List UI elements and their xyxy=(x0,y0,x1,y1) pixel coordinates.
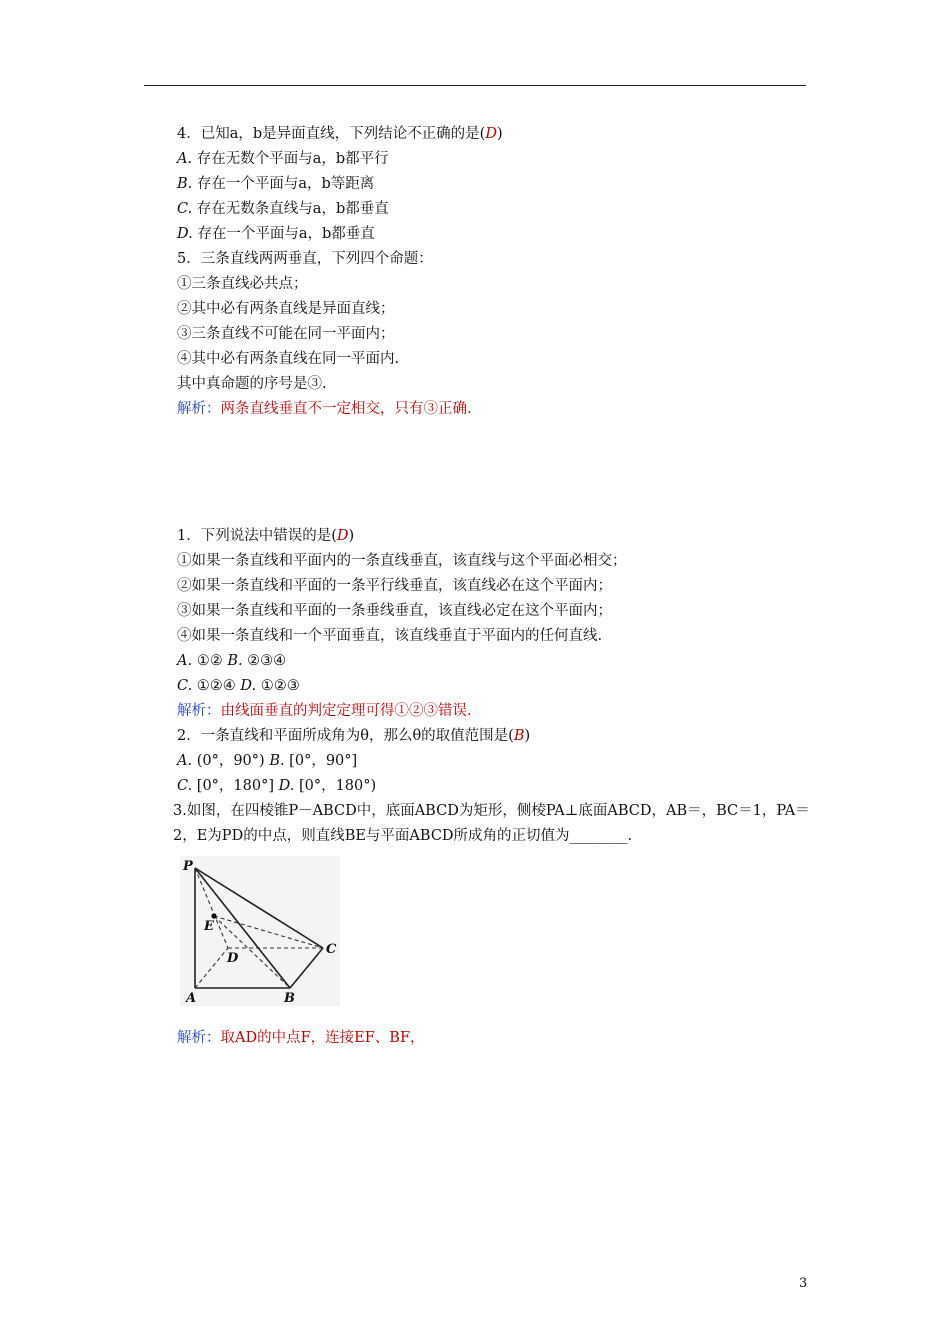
label-b: B xyxy=(284,991,295,1006)
p1-options-ab: A. ①② B. ②③④ xyxy=(177,653,287,669)
q4-option-c: C. 存在无数条直线与a，b都垂直 xyxy=(177,201,389,217)
p1-stem: 1．下列说法中错误的是(D) xyxy=(177,528,355,544)
label-d: D xyxy=(227,951,239,966)
label-c: C xyxy=(326,942,337,957)
p2-stem: 2．一条直线和平面所成角为θ，那么θ的取值范围是(B) xyxy=(177,728,531,744)
label-a: A xyxy=(186,991,197,1006)
label-p: P xyxy=(183,859,193,874)
p1-item-2: ②如果一条直线和平面的一条平行线垂直，该直线必在这个平面内； xyxy=(177,578,612,594)
label-e: E xyxy=(204,919,214,934)
header-rule xyxy=(144,85,806,86)
p1-options-cd: C. ①②④ D. ①②③ xyxy=(177,678,300,694)
p3-stem: 3.如图，在四棱锥P－ABCD中，底面ABCD为矩形，侧棱PA⊥底面ABCD，AB＝，BC＝1，PA＝2，E为PD的中点，则直线BE与平面ABCD所成角的正切值为________. xyxy=(173,803,810,844)
jiexi-label: 解析： xyxy=(177,1030,221,1046)
p1-item-1: ①如果一条直线和平面内的一条直线垂直，该直线与这个平面必相交； xyxy=(177,553,627,569)
q5-jiexi: 解析：两条直线垂直不一定相交，只有③正确. xyxy=(177,401,472,417)
p3-jiexi: 解析：取AD的中点F，连接EF、BF， xyxy=(177,1030,425,1046)
p1-answer: D xyxy=(336,528,349,544)
jiexi-label: 解析： xyxy=(177,703,221,719)
q4-option-a: A. 存在无数个平面与a，b都平行 xyxy=(177,151,389,167)
jiexi-label: 解析： xyxy=(177,401,221,417)
q5-stem: 5．三条直线两两垂直，下列四个命题： xyxy=(177,251,433,267)
p2-options-cd: C. [0°，180°] D. [0°，180°) xyxy=(177,778,377,794)
q5-item-3: ③三条直线不可能在同一平面内； xyxy=(177,326,395,342)
pyramid-figure xyxy=(180,856,340,1006)
page-number: 3 xyxy=(799,1276,808,1291)
p2-answer: B xyxy=(513,728,525,744)
q4-answer: D xyxy=(485,126,497,142)
p1-item-4: ④如果一条直线和一个平面垂直，该直线垂直于平面内的任何直线. xyxy=(177,628,603,644)
q4-option-b: B. 存在一个平面与a，b等距离 xyxy=(177,176,375,192)
q5-result: 其中真命题的序号是③. xyxy=(177,376,327,392)
q5-item-1: ①三条直线必共点； xyxy=(177,276,308,292)
q5-item-4: ④其中必有两条直线在同一平面内. xyxy=(177,351,400,367)
p2-options-ab: A. (0°，90°) B. [0°，90°] xyxy=(177,753,358,769)
q5-item-2: ②其中必有两条直线是异面直线； xyxy=(177,301,395,317)
p1-item-3: ③如果一条直线和平面的一条垂线垂直，该直线必定在这个平面内； xyxy=(177,603,612,619)
q4-option-d: D. 存在一个平面与a，b都垂直 xyxy=(177,226,375,242)
q4-stem: 4．已知a，b是异面直线，下列结论不正确的是(D) xyxy=(177,126,503,142)
p1-jiexi: 解析：由线面垂直的判定定理可得①②③错误. xyxy=(177,703,472,719)
